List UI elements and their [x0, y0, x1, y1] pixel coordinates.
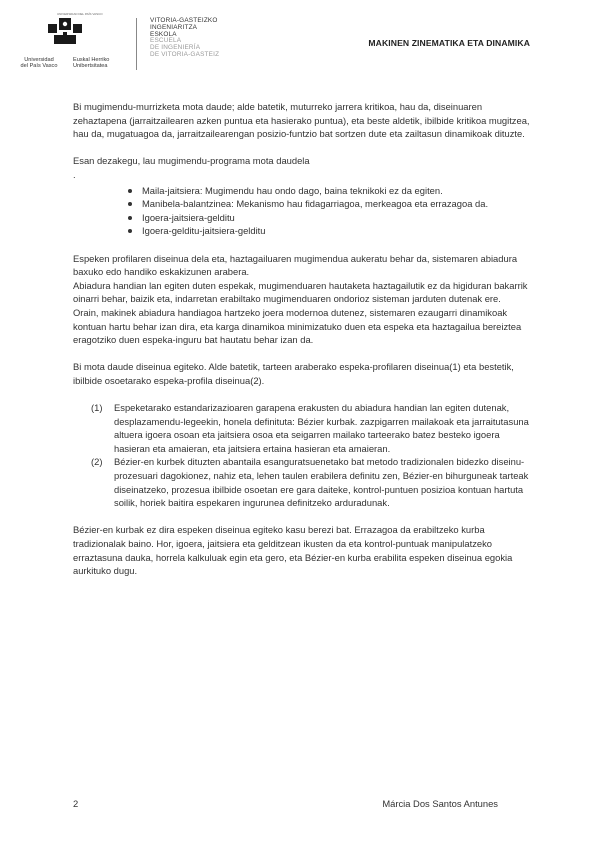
program-list: [73, 184, 533, 238]
document-body: [73, 100, 533, 578]
list-item: (2) Bézier-en kurbek dituzten abantaila esanguratsuenetako bat metodo tradizionalen bidezko diseinu-prozesuari dagokionez, nahiz eta, lehen taulen erabilera definitu zen, Bézier-en bihurguneak tarteak diseinatzeko, prozesua ibilbide osoetan ere gara daiteke, kontrol-puntuen posizioa kontuan hartuta soilik, horiek baitira espekaren ingurunea definitzeko arduradunak.: [91, 456, 529, 509]
paragraph-dynamics: Orain, makinek abiadura handiagoa hartzeko joera modernoa dutenez, sistemaren ezaugarri dinamikoak kontuan hartu behar izan dira, eta karga dinamikoa minimizatuko duen eta espeka eta haztagailua bereiztea eragotziko duen espeka-inguru bat hautatu behar izan da.: [73, 306, 522, 346]
stray-period: .: [73, 168, 76, 180]
school-name: VITORIA-GASTEIZKO INGENIARITZA ESKOLA ESCUELA DE INGENIERÍA DE VITORIA-GASTEIZ: [150, 17, 220, 58]
paragraph-profile-design: Espeken profilaren diseinua dela eta, haztagailuaren mugimendua aukeratu behar da, sistemaren abiadura baxuko edo handiko eskakizunen arabera.: [73, 252, 518, 278]
list-item: (1) Espeketarako estandarizazioaren garapena erakusten du abiadura handian lan egiten dutenak, desplazamendu-legeekin, honela definituta: Bézier kurbak. zazpigarren mailakoak eta jarraitutasuna altuera igoera osoan eta jaitsiera osoa eta seigarren mailako tarteerako batez besteko igoera hasieran eta amaieran, eta jaitsiera ertaina hasieran eta amaieran.: [91, 402, 529, 454]
university-logo-icon: [48, 18, 82, 48]
list-item: Maila-jaitsiera: Mugimendu hau ondo dago, baina teknikoki ez da egiten.: [128, 184, 533, 198]
logo-small-caption: UNIVERSIDAD DEL PAÍS VASCO: [57, 12, 103, 16]
list-item: Igoera-jaitsiera-gelditu: [128, 211, 533, 225]
author-name: Márcia Dos Santos Antunes: [382, 798, 498, 809]
bullet-icon: [128, 229, 132, 233]
page-header: [0, 0, 600, 80]
header-divider: [136, 18, 137, 70]
logo-caption-basque: Euskal Herriko Unibertsitatea: [73, 57, 110, 70]
bullet-icon: [128, 202, 132, 206]
bullet-icon: [128, 189, 132, 193]
paragraph-high-speed: Abiadura handian lan egiten duten espekak, mugimenduaren hautaketa haztagailutik ez da higiduran bakarrik oinarri behar, baizik eta, indarretan erabiltako mugimenduaren ondorioz sisteman jarduten dutenak ere.: [73, 279, 528, 305]
paragraph-design-types: Bi mota daude diseinua egiteko. Alde batetik, tarteen araberako espeka-profilaren diseinua(1) eta bestetik, ibilbide osoetarako espeka-profila diseinua(2).: [73, 361, 514, 386]
paragraph-bezier-conclusion: Bézier-en kurbak ez dira espeken diseinua egiteko kasu berezi bat. Errazagoa da erabiltzeko kurba tradizionalak baino. Hor, igoera, jaitsiera eta gelditzean ikusten da eta kontrol-puntuak manipulatzeko erraztasuna dauka, horrela kalkuluak egin eta gero, eta Bézier-en kurba erabilita espeken diseinua egokia aurkituko dugu.: [73, 524, 513, 577]
design-types-list: [73, 401, 533, 510]
paragraph-programs-intro: Esan dezakegu, lau mugimendu-programa mota daudela: [73, 155, 310, 167]
document-title: MAKINEN ZINEMATIKA ETA DINAMIKA: [368, 38, 530, 48]
bullet-icon: [128, 216, 132, 220]
list-item: Manibela-balantzinea: Mekanismo hau fidagarriagoa, merkeagoa eta errazagoa da.: [128, 197, 533, 211]
list-item: Igoera-gelditu-jaitsiera-gelditu: [128, 224, 533, 238]
page-number: 2: [73, 798, 79, 809]
logo-caption-spanish: Universidad del País Vasco: [20, 57, 58, 70]
paragraph-restrictions: Bi mugimendu-murrizketa mota daude; alde batetik, muturreko jarrera kritikoa, hau da, diseinuaren zehaztapena (jarraitzailearen azken puntua eta hasierako puntua), eta beste aldetik, ibilbide kritikoa mugitzea, hau da, mugatuagoa da, jarraitzailearengan posizio-funtzio bat sortzen dute eta zailtasun dinamikoak dituzte.: [73, 101, 530, 140]
